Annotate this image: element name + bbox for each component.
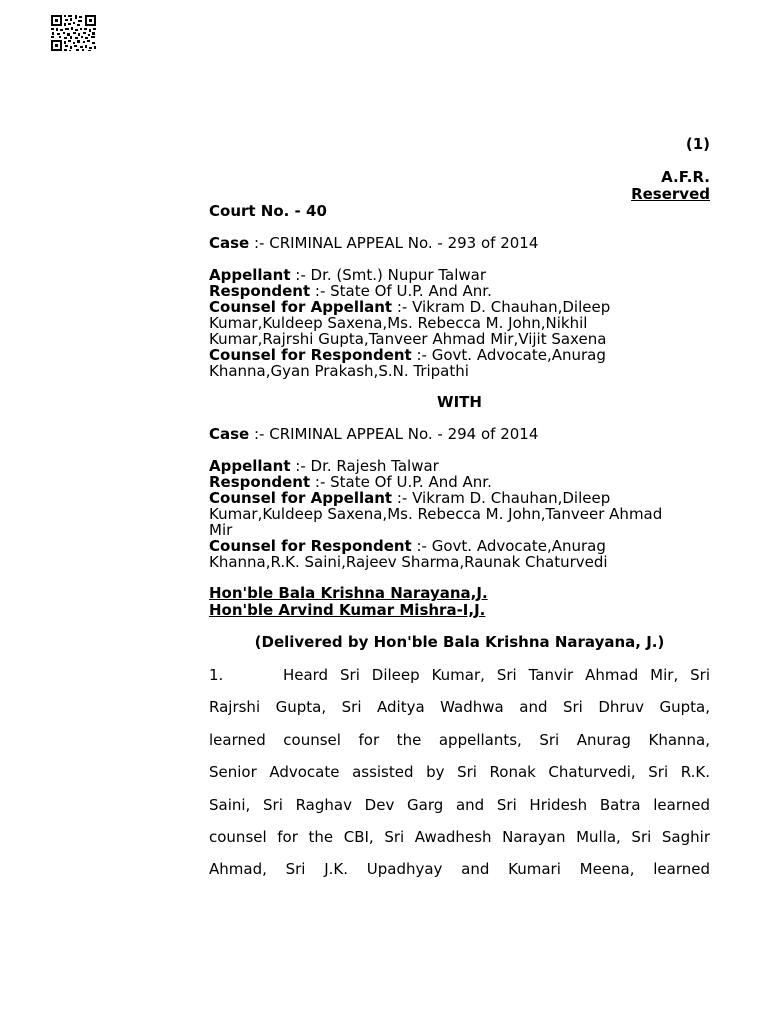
counsel-respondent-line: Khanna,Gyan Prakash,S.N. Tripathi <box>209 362 469 380</box>
counsel-appellant-line: Mir <box>209 521 233 539</box>
counsel-appellant-line: Kumar,Rajrshi Gupta,Tanveer Ahmad Mir,Vijit Saxena <box>209 330 607 348</box>
counsel-appellant-line: Kumar,Kuldeep Saxena,Ms. Rebecca M. John,Nikhil <box>209 314 588 332</box>
case1-counsel-appellant <box>209 299 710 347</box>
case-label: Case <box>209 234 250 252</box>
case1-counsel-respondent <box>209 347 710 379</box>
paragraph-line: Senior Advocate assisted by Sri Ronak Chaturvedi, Sri R.K. <box>209 763 710 782</box>
counsel-appellant-line: Kumar,Kuldeep Saxena,Ms. Rebecca M. John,Tanveer Ahmad <box>209 505 663 523</box>
paragraph-line: Rajrshi Gupta, Sri Aditya Wadhwa and Sri Dhruv Gupta, <box>209 698 710 717</box>
counsel-respondent-line: :- Govt. Advocate,Anurag <box>411 346 606 364</box>
counsel-appellant-line: :- Vikram D. Chauhan,Dileep <box>392 489 611 507</box>
respondent-value: :- State Of U.P. And Anr. <box>310 473 492 491</box>
counsel-appellant-line: :- Vikram D. Chauhan,Dileep <box>392 298 611 316</box>
paragraph-line: 1. Heard Sri Dileep Kumar, Sri Tanvir Ahmad Mir, Sri <box>209 666 710 684</box>
document-page <box>209 136 710 886</box>
paragraph-line: Saini, Sri Raghav Dev Garg and Sri Hridesh Batra learned <box>209 795 710 814</box>
case2-counsel-respondent <box>209 538 710 570</box>
appellant-value: :- Dr. (Smt.) Nupur Talwar <box>290 266 487 284</box>
respondent-value: :- State Of U.P. And Anr. <box>310 282 492 300</box>
case1-respondent <box>209 283 710 299</box>
respondent-label: Respondent <box>209 282 311 300</box>
case2-counsel-appellant <box>209 490 710 538</box>
case-value: :- CRIMINAL APPEAL No. - 293 of 2014 <box>249 234 539 252</box>
judge-name: Hon'ble Bala Krishna Narayana,J. <box>209 584 488 602</box>
paragraph-line: Ahmad, Sri J.K. Upadhyay and Kumari Meena, learned <box>209 860 710 879</box>
paragraph-line: counsel for the CBI, Sri Awadhesh Narayan Mulla, Sri Saghir <box>209 828 710 847</box>
appellant-label: Appellant <box>209 266 291 284</box>
case2-line <box>209 426 710 442</box>
judgment-paragraph <box>209 659 710 886</box>
page-number: (1) <box>685 135 710 153</box>
qr-code-icon <box>50 14 97 52</box>
counsel-appellant-label: Counsel for Appellant <box>209 298 393 316</box>
respondent-label: Respondent <box>209 473 311 491</box>
appellant-value: :- Dr. Rajesh Talwar <box>290 457 439 475</box>
case-value: :- CRIMINAL APPEAL No. - 294 of 2014 <box>249 425 539 443</box>
counsel-respondent-label: Counsel for Respondent <box>209 537 412 555</box>
paragraph-line: learned counsel for the appellants, Sri Anurag Khanna, <box>209 730 710 749</box>
case1-appellant <box>209 267 710 283</box>
case2-respondent <box>209 474 710 490</box>
counsel-respondent-line: Khanna,R.K. Saini,Rajeev Sharma,Raunak Chaturvedi <box>209 553 608 571</box>
case-label: Case <box>209 425 250 443</box>
counsel-respondent-line: :- Govt. Advocate,Anurag <box>411 537 606 555</box>
appellant-label: Appellant <box>209 457 291 475</box>
case1-line <box>209 235 710 251</box>
afr-label: A.F.R. <box>661 168 710 186</box>
with-label: WITH <box>437 393 482 411</box>
case2-appellant <box>209 458 710 474</box>
judge-name: Hon'ble Arvind Kumar Mishra-I,J. <box>209 601 486 619</box>
counsel-respondent-label: Counsel for Respondent <box>209 346 412 364</box>
court-number: Court No. - 40 <box>209 202 327 220</box>
delivered-by: (Delivered by Hon'ble Bala Krishna Narayana, J.) <box>254 633 665 651</box>
reserved-label: Reserved <box>631 185 710 203</box>
counsel-appellant-label: Counsel for Appellant <box>209 489 393 507</box>
